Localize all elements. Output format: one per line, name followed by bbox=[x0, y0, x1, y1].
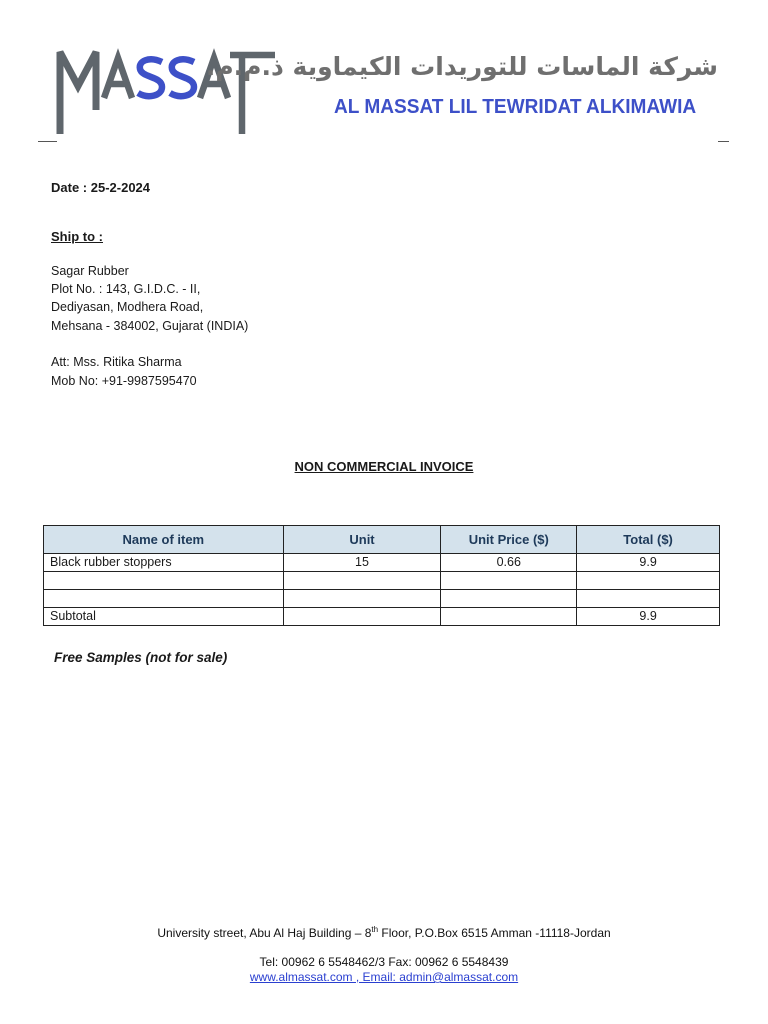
footer-web-email-link[interactable]: www.almassat.com , Email: admin@almassat.com bbox=[249, 970, 519, 984]
ship-to-address bbox=[51, 262, 248, 335]
item-name-cell bbox=[44, 572, 284, 590]
ship-to-heading: Ship to : bbox=[51, 229, 103, 244]
address-line: Sagar Rubber bbox=[51, 264, 129, 278]
item-unit-cell bbox=[283, 572, 441, 590]
item-name-cell: Black rubber stoppers bbox=[44, 554, 284, 572]
header-rule-right bbox=[718, 141, 729, 142]
table-row bbox=[44, 572, 720, 590]
header-rule-left bbox=[38, 141, 57, 142]
item-name-cell bbox=[44, 590, 284, 608]
items-table bbox=[43, 525, 720, 626]
item-total-cell: 9.9 bbox=[577, 554, 720, 572]
free-samples-note: Free Samples (not for sale) bbox=[54, 650, 228, 665]
column-header-name: Name of item bbox=[44, 526, 284, 554]
subtotal-value: 9.9 bbox=[577, 608, 720, 626]
date-value: 25-2-2024 bbox=[90, 180, 151, 195]
table-row bbox=[44, 554, 720, 572]
subtotal-row bbox=[44, 608, 720, 626]
item-total-cell bbox=[577, 590, 720, 608]
mobile-line: Mob No: +91-9987595470 bbox=[51, 373, 197, 388]
ship-to-contact bbox=[51, 353, 197, 390]
address-line: Mehsana - 384002, Gujarat (INDIA) bbox=[51, 318, 249, 333]
footer-address bbox=[0, 925, 768, 940]
invoice-date bbox=[51, 180, 150, 195]
subtotal-label: Subtotal bbox=[44, 608, 284, 626]
item-total-cell bbox=[577, 572, 720, 590]
footer-address-ordinal: th bbox=[371, 925, 379, 934]
table-header-row bbox=[44, 526, 720, 554]
item-unit-price-cell bbox=[441, 590, 577, 608]
item-unit-price-cell bbox=[441, 572, 577, 590]
address-line: Plot No. : 143, G.I.D.C. - II, bbox=[51, 282, 201, 297]
subtotal-empty-cell bbox=[441, 608, 577, 626]
footer-address-suffix: Floor, P.O.Box 6515 Amman -11118-Jordan bbox=[378, 926, 611, 940]
column-header-unit: Unit bbox=[283, 526, 441, 554]
item-unit-cell: 15 bbox=[283, 554, 441, 572]
address-line: Dediyasan, Modhera Road, bbox=[51, 300, 204, 315]
footer-address-prefix: University street, Abu Al Haj Building – 8 bbox=[157, 926, 372, 940]
company-name-arabic: شركة الماسات للتوريدات الكيماوية ذ.م.م. bbox=[205, 52, 718, 81]
attention-line: Att: Mss. Ritika Sharma bbox=[51, 355, 182, 369]
document-title: NON COMMERCIAL INVOICE bbox=[294, 459, 474, 474]
column-header-total: Total ($) bbox=[577, 526, 720, 554]
column-header-unit-price: Unit Price ($) bbox=[441, 526, 577, 554]
date-label: Date : bbox=[51, 180, 88, 195]
item-unit-price-cell: 0.66 bbox=[441, 554, 577, 572]
item-unit-cell bbox=[283, 590, 441, 608]
table-row bbox=[44, 590, 720, 608]
company-name-english: AL MASSAT LIL TEWRIDAT ALKIMAWIA bbox=[334, 95, 697, 118]
subtotal-empty-cell bbox=[283, 608, 441, 626]
footer-phone-fax: Tel: 00962 6 5548462/3 Fax: 00962 6 5548439 bbox=[259, 955, 509, 969]
